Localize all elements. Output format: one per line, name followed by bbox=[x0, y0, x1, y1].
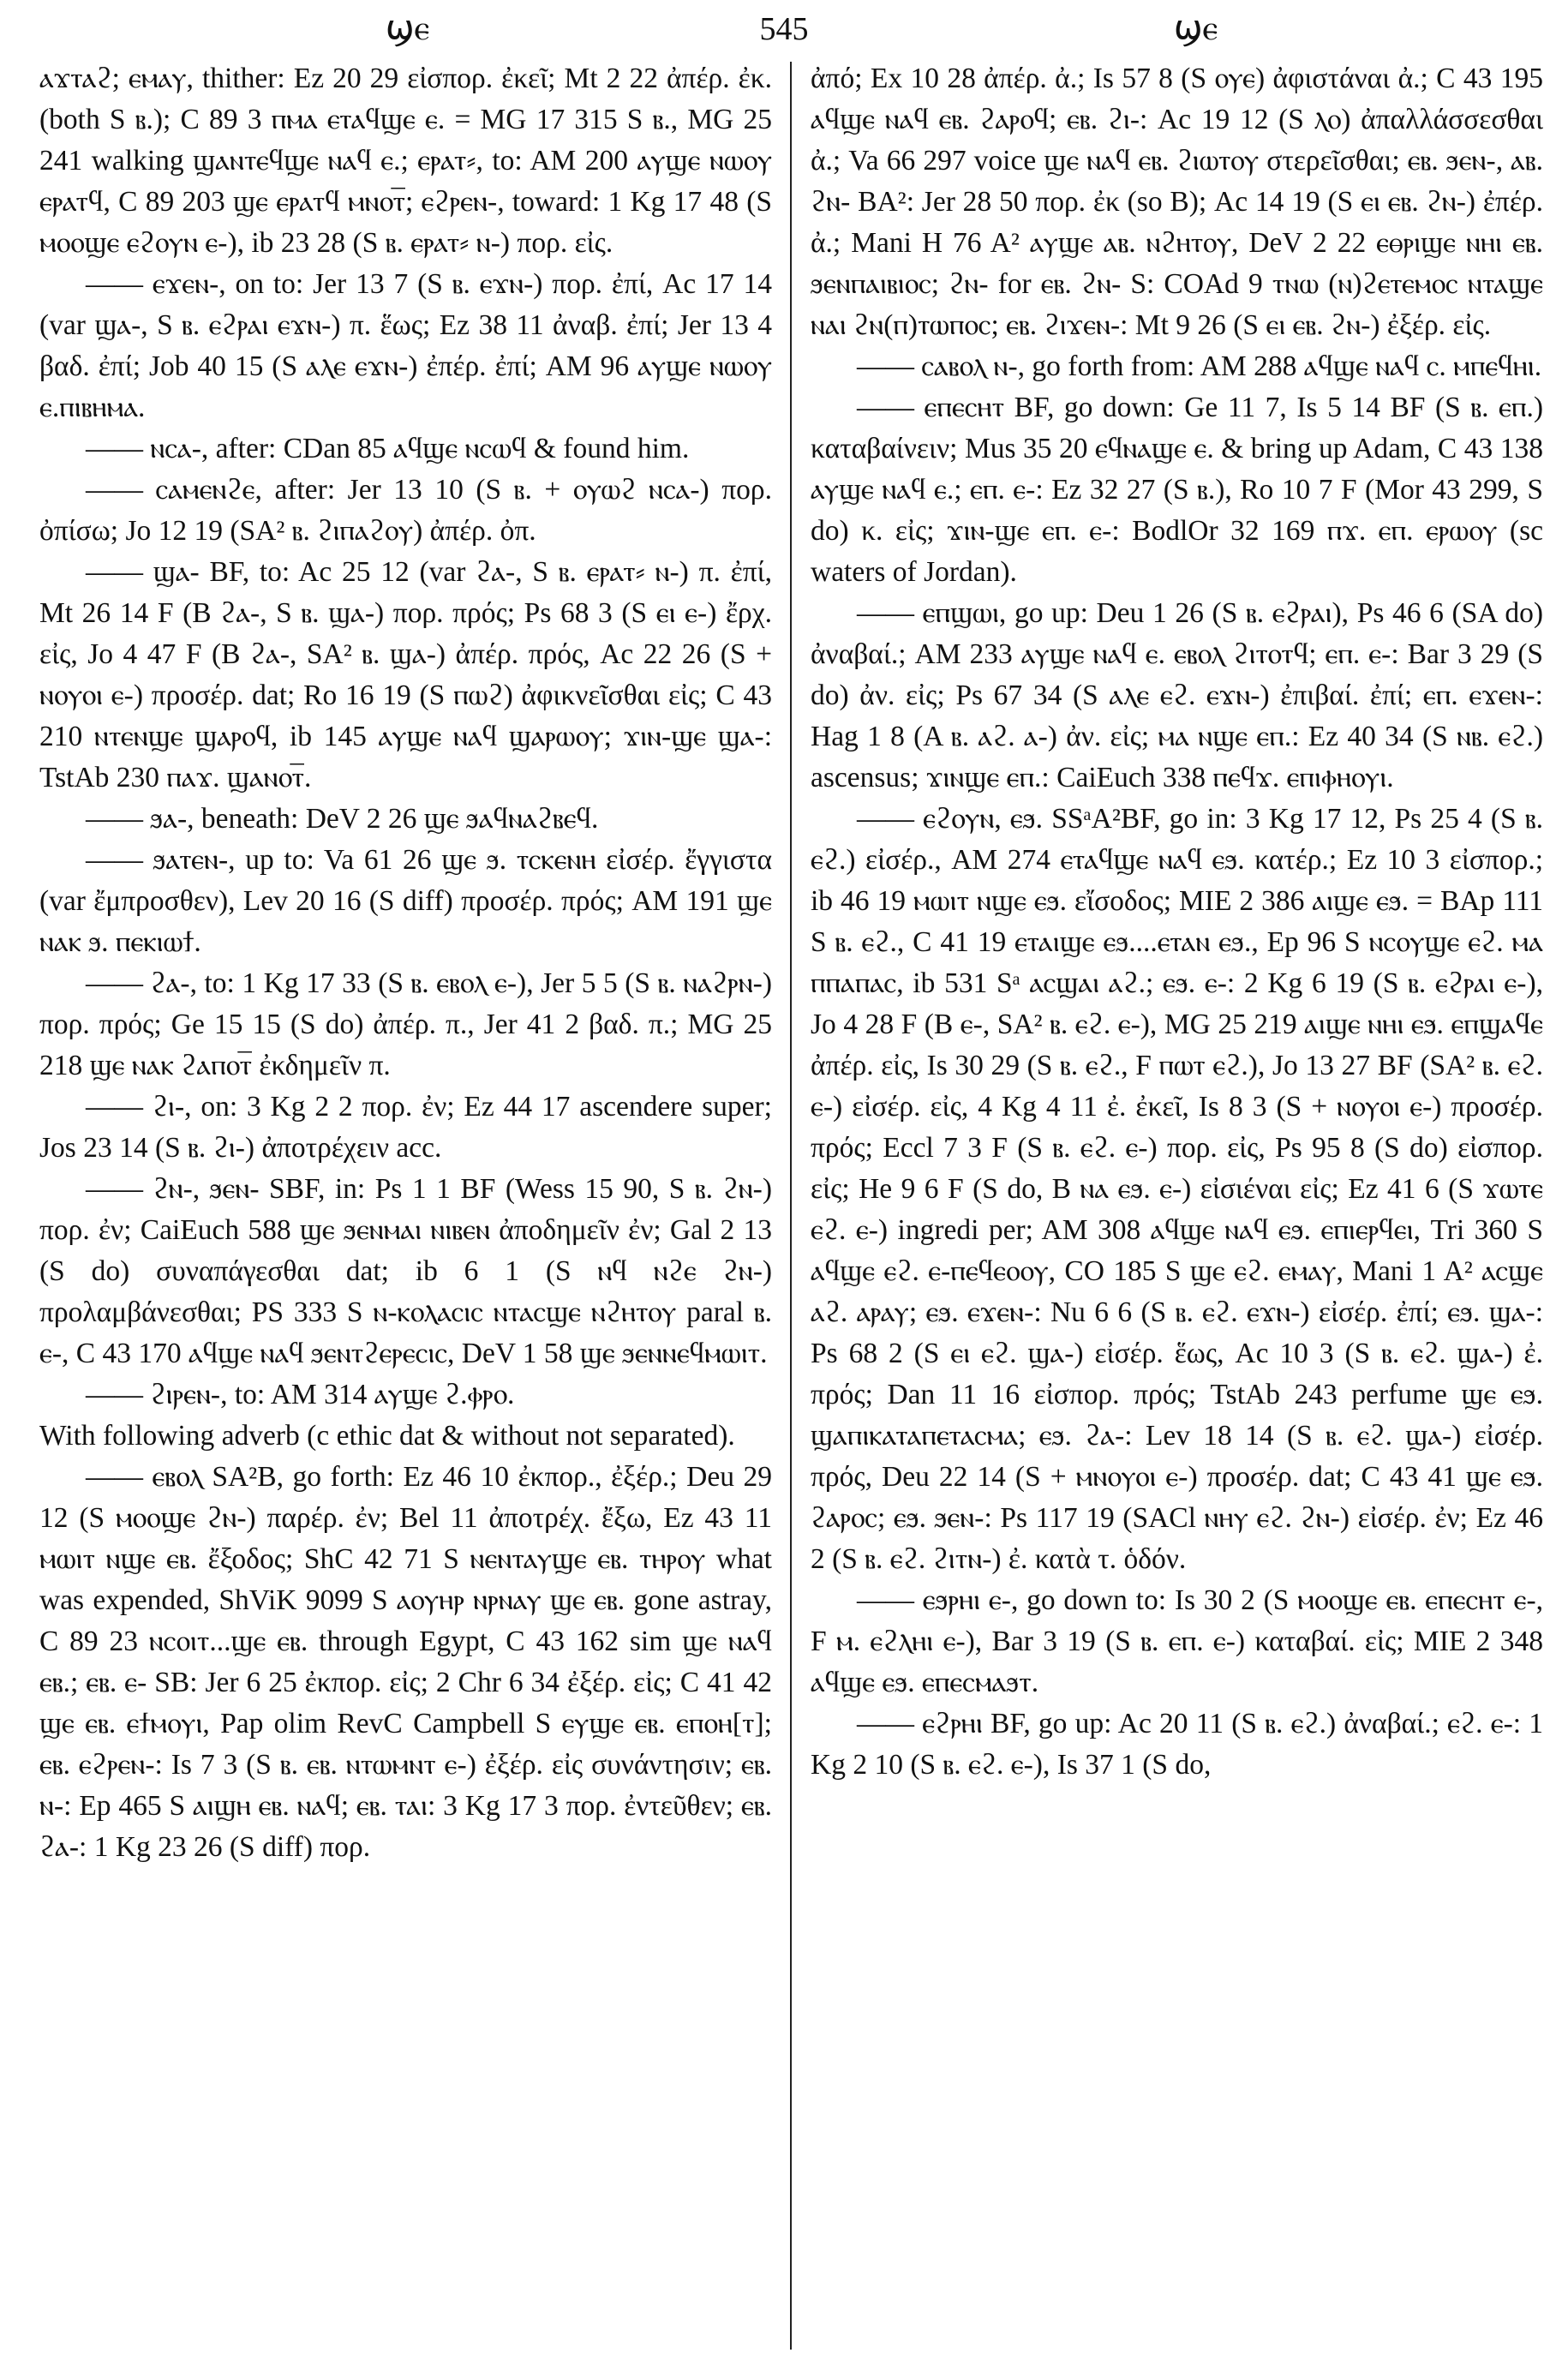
left-paragraph: —— ϧⲁ-, beneath: DeV 2 26 ϣⲉ ϧⲁϥⲛⲁϩⲃⲉϥ. bbox=[86, 803, 599, 835]
right-paragraph: —— ⲉϧⲣⲏⲓ ⲉ-, go down to: Is 30 2 (S ⲙⲟⲟϣⲉ ⲉⲃ. ⲉⲡⲉⲥⲏⲧ ⲉ-, F ⲙ. ⲉϩⲗⲏⲓ ⲉ-), Bar 3 19 (S ⲃ. ⲉⲡ. ⲉ-) καταβαί. εἰς; MIE 2 348 ⲁϥϣⲉ ⲉϧ. ⲉⲡⲉⲥⲙⲁϧⲧ. bbox=[811, 1584, 1543, 1698]
left-paragraph: With following adverb (c ethic dat & without not separated). bbox=[39, 1420, 735, 1452]
left-paragraph: —— ϩⲓⲣⲉⲛ-, to: AM 314 ⲁⲩϣⲉ ϩ.ⲫⲣⲟ. bbox=[86, 1379, 515, 1410]
left-column bbox=[39, 58, 772, 2359]
left-paragraph: —— ϩⲁ-, to: 1 Kg 17 33 (S ⲃ. ⲉⲃⲟⲗ ⲉ-), Jer 5 5 (S ⲃ. ⲛⲁϩⲣⲛ-) πορ. πρός; Ge 15 15 (S do) ἀπέρ. π., Jer 41 2 βαδ. π.; MG 25 218 ϣⲉ ⲛⲁⲕ ϩⲁⲡⲟⲧ̅ ἐκδημεῖν π. bbox=[39, 967, 772, 1081]
left-paragraph: —— ϩⲛ-, ϧⲉⲛ- SBF, in: Ps 1 1 BF (Wess 15 90, S ⲃ. ϩⲛ-) πορ. ἐν; CaiEuch 588 ϣⲉ ϧⲉⲛⲙⲁⲓ ⲛⲓⲃⲉⲛ ἀποδημεῖν ἐν; Gal 2 13 (S do) συναπάγεσθαι dat; ib 6 1 (S ⲛϥ ⲛϩⲉ ϩⲛ-) προλαμβάνεσθαι; PS 333 S ⲛ-ⲕⲟⲗⲁⲥⲓⲥ ⲛⲧⲁⲥϣⲉ ⲛϩⲏⲧⲟⲩ paral ⲃ. ⲉ-, C 43 170 ⲁϥϣⲉ ⲛⲁϥ ϧⲉⲛⲧϩⲉⲣⲉⲥⲓⲥ, DeV 1 58 ϣⲉ ϧⲉⲛⲛⲉϥⲙⲱⲓⲧ. bbox=[39, 1173, 772, 1369]
left-paragraph: —— ϧⲁⲧⲉⲛ-, up to: Va 61 26 ϣⲉ ϧ. ⲧⲥⲕⲉⲛⲏ εἰσέρ. ἔγγιστα (var ἔμπροσθεν), Lev 20 16 (S diff) προσέρ. πρός; AM 191 ϣⲉ ⲛⲁⲕ ϧ. ⲡⲉⲕⲓⲱϯ. bbox=[39, 844, 772, 958]
left-headword: ϣⲉ bbox=[386, 9, 430, 48]
running-header bbox=[0, 7, 1568, 50]
right-paragraph: —— ⲉⲡϣⲱⲓ, go up: Deu 1 26 (S ⲃ. ⲉϩⲣⲁⲓ), Ps 46 6 (SA do) ἀναβαί.; AM 233 ⲁⲩϣⲉ ⲛⲁϥ ⲉ. ⲉⲃⲟⲗ ϩⲓⲧⲟⲧϥ; ⲉⲡ. ⲉ-: Bar 3 29 (S do) ἀν. εἰς; Ps 67 34 (S ⲁⲗⲉ ⲉϩ. ⲉϫⲛ-) ἐπιβαί. ἐπί; ⲉⲡ. ⲉϫⲉⲛ-: Hag 1 8 (A ⲃ. ⲁϩ. ⲁ-) ἀν. εἰς; ⲙⲁ ⲛϣⲉ ⲉⲡ.: Ez 40 34 (S ⲛⲃ. ⲉϩ.) ascensus; ϫⲓⲛϣⲉ ⲉⲡ.: CaiEuch 338 ⲡⲉϥϫ. ⲉⲡⲓⲫⲏⲟⲩⲓ. bbox=[811, 597, 1543, 793]
left-paragraph: —— ϣⲁ- BF, to: Ac 25 12 (var ϩⲁ-, S ⲃ. ⲉⲣⲁⲧ⸗ ⲛ-) π. ἐπί, Mt 26 14 F (B ϩⲁ-, S ⲃ. ϣⲁ-) πορ. πρός; Ps 68 3 (S ⲉⲓ ⲉ-) ἔρχ. εἰς, Jo 4 47 F (B ϩⲁ-, SA² ⲃ. ϣⲁ-) ἀπέρ. πρός, Ac 22 26 (S + ⲛⲟⲩⲟⲓ ⲉ-) προσέρ. dat; Ro 16 19 (S ⲡⲱϩ) ἀφικνεῖσθαι εἰς; C 43 210 ⲛⲧⲉⲛϣⲉ ϣⲁⲣⲟϥ, ib 145 ⲁⲩϣⲉ ⲛⲁϥ ϣⲁⲣⲱⲟⲩ; ϫⲓⲛ-ϣⲉ ϣⲁ-: TstAb 230 ⲡⲁϫ. ϣⲁⲛⲟⲧ̅. bbox=[39, 556, 772, 793]
right-paragraph: —— ⲥⲁⲃⲟⲗ ⲛ-, go forth from: AM 288 ⲁϥϣⲉ ⲛⲁϥ ⲥ. ⲙⲡⲉϥⲏⲓ. bbox=[857, 350, 1542, 382]
right-headword: ϣⲉ bbox=[1174, 9, 1218, 48]
right-paragraph: —— ⲉϩⲟⲩⲛ, ⲉϧ. SSᵃA²BF, go in: 3 Kg 17 12, Ps 25 4 (S ⲃ. ⲉϩ.) εἰσέρ., AM 274 ⲉⲧⲁϥϣⲉ ⲛⲁϥ ⲉϧ. κατέρ.; Ez 10 3 εἰσπορ.; ib 46 19 ⲙⲱⲓⲧ ⲛϣⲉ ⲉϧ. εἴσοδος; MIE 2 386 ⲁⲓϣⲉ ⲉϧ. = BAp 111 S ⲃ. ⲉϩ., C 41 19 ⲉⲧⲁⲓϣⲉ ⲉϧ....ⲉⲧⲁⲛ ⲉϧ., Ep 96 S ⲛⲥⲟⲩϣⲉ ⲉϩ. ⲙⲁ ⲡⲡⲁⲡⲁⲥ, ib 531 Sᵃ ⲁⲥϣⲁⲓ ⲁϩ.; ⲉϧ. ⲉ-: 2 Kg 6 19 (S ⲃ. ⲉϩⲣⲁⲓ ⲉ-), Jo 4 28 F (B ⲉ-, SA² ⲃ. ⲉϩ. ⲉ-), MG 25 219 ⲁⲓϣⲉ ⲛⲏⲓ ⲉϧ. ⲉⲡϣⲁϥⲉ ἀπέρ. εἰς, Is 30 29 (S ⲃ. ⲉϩ., F ⲡⲱⲧ ⲉϩ.), Jo 13 27 BF (SA² ⲃ. ⲉϩ. ⲉ-) εἰσέρ. εἰς, 4 Kg 4 11 ἐ. ἐκεῖ, Is 8 3 (S + ⲛⲟⲩⲟⲓ ⲉ-) προσέρ. πρός; Eccl 7 3 F (S ⲃ. ⲉϩ. ⲉ-) πορ. εἰς, Ps 95 8 (S do) εἰσπορ. εἰς; He 9 6 F (S do, B ⲛⲁ ⲉϧ. ⲉ-) εἰσιέναι εἰς; Ez 41 6 (S ϫⲱⲧⲉ ⲉϩ. ⲉ-) ingredi per; AM 308 ⲁϥϣⲉ ⲛⲁϥ ⲉϧ. ⲉⲡⲓⲉⲣϥⲉⲓ, Tri 360 S ⲁϥϣⲉ ⲉϩ. ⲉ-ⲡⲉϥⲉⲟⲟⲩ, CO 185 S ϣⲉ ⲉϩ. ⲉⲙⲁⲩ, Mani 1 A² ⲁⲥϣⲉ ⲁϩ. ⲁⲣⲁⲩ; ⲉϧ. ⲉϫⲉⲛ-: Nu 6 6 (S ⲃ. ⲉϩ. ⲉϫⲛ-) εἰσέρ. ἐπί; ⲉϧ. ϣⲁ-: Ps 68 2 (S ⲉⲓ ⲉϩ. ϣⲁ-) εἰσέρ. ἕως, Ac 10 3 (S ⲃ. ⲉϩ. ϣⲁ-) ἐ. πρός; Dan 11 16 εἰσπορ. πρός; TstAb 243 perfume ϣⲉ ⲉϧ. ϣⲁⲡⲓⲕⲁⲧⲁⲡⲉⲧⲁⲥⲙⲁ; ⲉϧ. ϩⲁ-: Lev 18 14 (S ⲃ. ⲉϩ. ϣⲁ-) εἰσέρ. πρός, Deu 22 14 (S + ⲙⲛⲟⲩⲟⲓ ⲉ-) προσέρ. dat; C 43 41 ϣⲉ ⲉϧ. ϩⲁⲣⲟⲥ; ⲉϧ. ϧⲉⲛ-: Ps 117 19 (SACl ⲛⲏⲩ ⲉϩ. ϩⲛ-) εἰσέρ. ἐν; Ez 46 2 (S ⲃ. ⲉϩ. ϩⲓⲧⲛ-) ἐ. κατὰ τ. ὁδόν. bbox=[811, 803, 1543, 1575]
column-divider bbox=[790, 62, 792, 2350]
page-number: 545 bbox=[759, 11, 809, 47]
left-paragraph: ⲁϫⲧⲁϩ; ⲉⲙⲁⲩ, thither: Ez 20 29 εἰσπορ. ἐκεῖ; Mt 2 22 ἀπέρ. ἐκ. (both S ⲃ.); C 89 3 ⲡⲙⲁ ⲉⲧⲁϥϣⲉ ⲉ. = MG 17 315 S ⲃ., MG 25 241 walking ϣⲁⲛⲧⲉϥϣⲉ ⲛⲁϥ ⲉ.; ⲉⲣⲁⲧ⸗, to: AM 200 ⲁⲩϣⲉ ⲛⲱⲟⲩ ⲉⲣⲁⲧϥ, C 89 203 ϣⲉ ⲉⲣⲁⲧϥ ⲙⲛⲟⲧ̅; ⲉϩⲣⲉⲛ-, toward: 1 Kg 17 48 (S ⲙⲟⲟϣⲉ ⲉϩⲟⲩⲛ ⲉ-), ib 23 28 (S ⲃ. ⲉⲣⲁⲧ⸗ ⲛ-) πορ. εἰς. bbox=[39, 63, 772, 259]
left-paragraph: —— ⲉϫⲉⲛ-, on to: Jer 13 7 (S ⲃ. ⲉϫⲛ-) πορ. ἐπί, Ac 17 14 (var ϣⲁ-, S ⲃ. ⲉϩⲣⲁⲓ ⲉϫⲛ-) π. ἕως; Ez 38 11 ἀναβ. ἐπί; Jer 13 4 βαδ. ἐπί; Job 40 15 (S ⲁⲗⲉ ⲉϫⲛ-) ἐπέρ. ἐπί; AM 96 ⲁⲩϣⲉ ⲛⲱⲟⲩ ⲉ.ⲡⲓⲃⲏⲙⲁ. bbox=[39, 268, 772, 423]
right-paragraph: —— ⲉⲡⲉⲥⲏⲧ BF, go down: Ge 11 7, Is 5 14 BF (S ⲃ. ⲉⲡ.) καταβαίνειν; Mus 35 20 ⲉϥⲛⲁϣⲉ ⲉ. & bring up Adam, C 43 138 ⲁⲩϣⲉ ⲛⲁϥ ⲉ.; ⲉⲡ. ⲉ-: Ez 32 27 (S ⲃ.), Ro 10 7 F (Mor 43 299, S do) κ. εἰς; ϫⲓⲛ-ϣⲉ ⲉⲡ. ⲉ-: BodlOr 32 169 ⲡϫ. ⲉⲡ. ⲉⲣⲱⲟⲩ (sc waters of Jordan). bbox=[811, 392, 1543, 588]
left-paragraph: —— ⲉⲃⲟⲗ SA²B, go forth: Ez 46 10 ἐκπορ., ἐξέρ.; Deu 29 12 (S ⲙⲟⲟϣⲉ ϩⲛ-) παρέρ. ἐν; Bel 11 ἀποτρέχ. ἔξω, Ez 43 11 ⲙⲱⲓⲧ ⲛϣⲉ ⲉⲃ. ἔξοδος; ShC 42 71 S ⲛⲉⲛⲧⲁⲩϣⲉ ⲉⲃ. ⲧⲏⲣⲟⲩ what was expended, ShViK 9099 S ⲁⲟⲩⲏⲣ ⲛⲣⲛⲁⲩ ϣⲉ ⲉⲃ. gone astray, C 89 23 ⲛⲥⲟⲓⲧ...ϣⲉ ⲉⲃ. through Egypt, C 43 162 sim ϣⲉ ⲛⲁϥ ⲉⲃ.; ⲉⲃ. ⲉ- SB: Jer 6 25 ἐκπορ. εἰς; 2 Chr 6 34 ἐξέρ. εἰς; C 41 42 ϣⲉ ⲉⲃ. ⲉϯⲙⲟⲩⲓ, Pap olim RevC Campbell S ⲉⲩϣⲉ ⲉⲃ. ⲉⲡⲟⲏ[ⲧ]; ⲉⲃ. ⲉϩⲣⲉⲛ-: Is 7 3 (S ⲃ. ⲉⲃ. ⲛⲧⲱⲙⲛⲧ ⲉ-) ἐξέρ. εἰς συνάντησιν; ⲉⲃ. ⲛ-: Ep 465 S ⲁⲓϣⲏ ⲉⲃ. ⲛⲁϥ; ⲉⲃ. ⲧⲁⲓ: 3 Kg 17 3 πορ. ἐντεῦθεν; ⲉⲃ. ϩⲁ-: 1 Kg 23 26 (S diff) πορ. bbox=[39, 1461, 772, 1863]
left-paragraph: —— ⲥⲁⲙⲉⲛϩⲉ, after: Jer 13 10 (S ⲃ. + ⲟⲩⲱϩ ⲛⲥⲁ-) πορ. ὀπίσω; Jo 12 19 (SA² ⲃ. ϩⲓⲡⲁϩⲟⲩ) ἀπέρ. ὀπ. bbox=[39, 474, 772, 547]
right-column bbox=[811, 58, 1543, 2359]
right-paragraph: —— ⲉϩⲣⲏⲓ BF, go up: Ac 20 11 (S ⲃ. ⲉϩ.) ἀναβαί.; ⲉϩ. ⲉ-: 1 Kg 2 10 (S ⲃ. ⲉϩ. ⲉ-), Is 37 1 (S do, bbox=[811, 1708, 1543, 1781]
left-paragraph: —— ϩⲓ-, on: 3 Kg 2 2 πορ. ἐν; Ez 44 17 ascendere super; Jos 23 14 (S ⲃ. ϩⲓ-) ἀποτρέχειν acc. bbox=[39, 1091, 772, 1164]
right-paragraph: ἀπό; Ex 10 28 ἀπέρ. ἀ.; Is 57 8 (S ⲟⲩⲉ) ἀφιστάναι ἀ.; C 43 195 ⲁϥϣⲉ ⲛⲁϥ ⲉⲃ. ϩⲁⲣⲟϥ; ⲉⲃ. ϩⲓ-: Ac 19 12 (S ⲗⲟ) ἀπαλλάσσεσθαι ἀ.; Va 66 297 voice ϣⲉ ⲛⲁϥ ⲉⲃ. ϩⲓⲱⲧⲟⲩ στερεῖσθαι; ⲉⲃ. ϧⲉⲛ-, ⲁⲃ. ϩⲛ- BA²: Jer 28 50 πορ. ἐκ (so B); Ac 14 19 (S ⲉⲓ ⲉⲃ. ϩⲛ-) ἐπέρ. ἀ.; Mani H 76 A² ⲁⲩϣⲉ ⲁⲃ. ⲛϩⲏⲧⲟⲩ, DeV 2 22 ⲉⲑⲣⲓϣⲉ ⲛⲏⲓ ⲉⲃ. ϧⲉⲛⲡⲁⲓⲃⲓⲟⲥ; ϩⲛ- for ⲉⲃ. ϩⲛ- S: COAd 9 ⲧⲛⲱ (ⲛ)ϩⲉⲧⲉⲙⲟⲥ ⲛⲧⲁϣⲉ ⲛⲁⲓ ϩⲛ(ⲡ)ⲧⲱⲡⲟⲥ; ⲉⲃ. ϩⲓϫⲉⲛ-: Mt 9 26 (S ⲉⲓ ⲉⲃ. ϩⲛ-) ἐξέρ. εἰς. bbox=[811, 63, 1543, 341]
left-paragraph: —— ⲛⲥⲁ-, after: CDan 85 ⲁϥϣⲉ ⲛⲥⲱϥ & found him. bbox=[86, 433, 690, 464]
